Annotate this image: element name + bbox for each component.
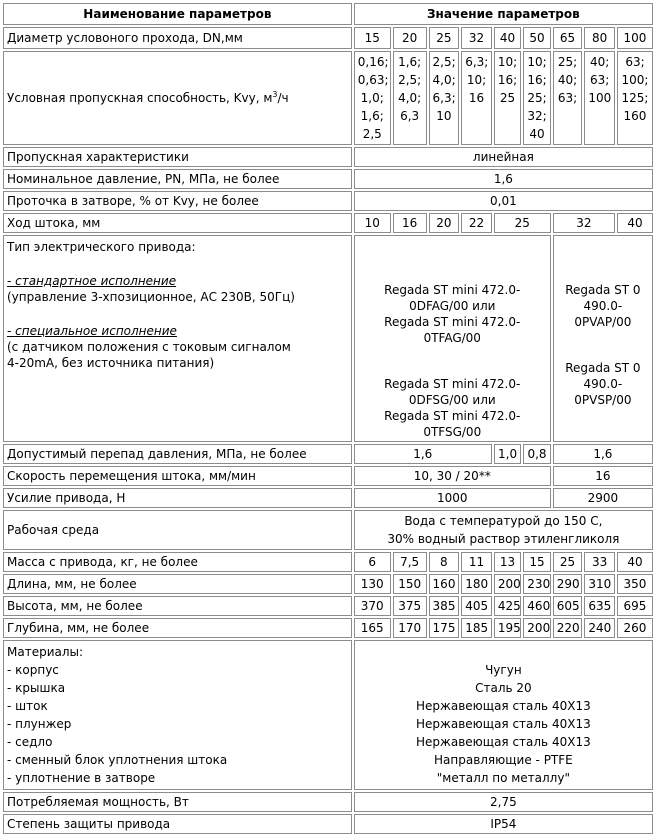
length-value: 350 — [617, 574, 653, 594]
pressure-drop-value: 0,8 — [523, 444, 550, 464]
depth-value: 195 — [494, 618, 521, 638]
stroke-value: 40 — [617, 213, 653, 233]
height-row — [3, 596, 653, 616]
stroke-value: 25 — [494, 213, 551, 233]
header-row — [3, 3, 653, 25]
height-value: 425 — [494, 596, 521, 616]
drive-special-label: - специальное исполнение — [7, 324, 177, 338]
dn-value: 100 — [617, 27, 653, 49]
pressure-drop-value: 1,6 — [553, 444, 653, 464]
stroke-value: 22 — [461, 213, 492, 233]
depth-row — [3, 618, 653, 638]
protection-label: Степень защиты привода — [3, 814, 352, 834]
drive-mini-models: Regada ST mini 472.0-0DFAG/00 или Regada ST mini 472.0-0TFAG/00 Regada ST mini 472.0-0DFSG/00 или Regada ST mini 472.0-0TFSG/00 — [354, 235, 551, 442]
medium-row — [3, 510, 653, 550]
mass-value: 8 — [429, 552, 460, 572]
length-value: 230 — [523, 574, 550, 594]
kvy-row — [3, 51, 653, 145]
mass-value: 11 — [461, 552, 492, 572]
power-value: 2,75 — [354, 792, 653, 812]
force-value: 1000 — [354, 488, 551, 508]
dn-row — [3, 27, 653, 49]
stroke-value: 32 — [553, 213, 615, 233]
dn-value: 65 — [553, 27, 583, 49]
leakage-value: 0,01 — [354, 191, 653, 211]
speed-row — [3, 466, 653, 486]
height-value: 635 — [584, 596, 615, 616]
materials-label: Материалы: - корпус - крышка - шток - плунжер - седло - сменный блок уплотнения штока - уплотнение в затворе — [3, 640, 352, 790]
length-value: 200 — [494, 574, 521, 594]
characteristic-value: линейная — [354, 147, 653, 167]
force-row — [3, 488, 653, 508]
kvy-value: 10; 16; 25; 32; 40 — [523, 51, 550, 145]
height-value: 695 — [617, 596, 653, 616]
height-label: Высота, мм, не более — [3, 596, 352, 616]
dn-value: 32 — [461, 27, 492, 49]
pn-label: Номинальное давление, PN, МПа, не более — [3, 169, 352, 189]
kvy-label-sup: 3 — [272, 90, 278, 99]
mass-value: 15 — [523, 552, 550, 572]
pressure-drop-value: 1,0 — [494, 444, 521, 464]
depth-value: 200 — [523, 618, 550, 638]
length-value: 180 — [461, 574, 492, 594]
speed-value: 10, 30 / 20** — [354, 466, 551, 486]
drive-st0-models: Regada ST 0 490.0-0PVAP/00 Regada ST 0 490.0-0PVSP/00 — [553, 235, 653, 442]
mass-value: 40 — [617, 552, 653, 572]
dn-label: Диаметр условоного прохода, DN,мм — [3, 27, 352, 49]
length-label: Длина, мм, не более — [3, 574, 352, 594]
kvy-value: 10; 16; 25 — [494, 51, 521, 145]
dn-value: 20 — [393, 27, 427, 49]
depth-value: 170 — [393, 618, 427, 638]
kvy-label — [3, 51, 352, 145]
kvy-label-unit: /ч — [277, 91, 289, 105]
length-value: 150 — [393, 574, 427, 594]
mass-row — [3, 552, 653, 572]
pressure-drop-row — [3, 444, 653, 464]
materials-values: Чугун Сталь 20 Нержавеющая сталь 40Х13 Нержавеющая сталь 40Х13 Нержавеющая сталь 40Х13 Направляющие - PTFE "металл по металлу" — [354, 640, 653, 790]
drive-special-desc: 4-20mA, без источника питания) — [7, 356, 215, 370]
height-value: 605 — [553, 596, 583, 616]
length-value: 290 — [553, 574, 583, 594]
mass-value: 13 — [494, 552, 521, 572]
param-header: Наименование параметров — [3, 3, 352, 25]
stroke-label: Ход штока, мм — [3, 213, 352, 233]
characteristic-row — [3, 147, 653, 167]
dn-value: 40 — [494, 27, 521, 49]
speed-label: Скорость перемещения штока, мм/мин — [3, 466, 352, 486]
protection-value: IP54 — [354, 814, 653, 834]
depth-value: 260 — [617, 618, 653, 638]
power-row — [3, 792, 653, 812]
value-header: Значение параметров — [354, 3, 653, 25]
height-value: 375 — [393, 596, 427, 616]
dn-value: 25 — [429, 27, 460, 49]
height-value: 460 — [523, 596, 550, 616]
depth-label: Глубина, мм, не более — [3, 618, 352, 638]
mass-value: 25 — [553, 552, 583, 572]
pressure-drop-label: Допустимый перепад давления, МПа, не более — [3, 444, 352, 464]
kvy-value: 6,3; 10; 16 — [461, 51, 492, 145]
drive-row — [3, 235, 653, 442]
depth-value: 220 — [553, 618, 583, 638]
kvy-value: 1,6; 2,5; 4,0; 6,3 — [393, 51, 427, 145]
height-value: 385 — [429, 596, 460, 616]
length-value: 310 — [584, 574, 615, 594]
drive-standard-label: - стандартное исполнение — [7, 274, 177, 288]
dn-value: 80 — [584, 27, 615, 49]
power-label: Потребляемая мощность, Вт — [3, 792, 352, 812]
leakage-label: Проточка в затворе, % от Kvy, не более — [3, 191, 352, 211]
mass-value: 7,5 — [393, 552, 427, 572]
medium-label: Рабочая среда — [3, 510, 352, 550]
force-value: 2900 — [553, 488, 653, 508]
height-value: 405 — [461, 596, 492, 616]
medium-value: Вода с температурой до 150 С, 30% водный раствор этиленгликоля — [354, 510, 653, 550]
kvy-value: 40; 63; 100 — [584, 51, 615, 145]
depth-value: 175 — [429, 618, 460, 638]
protection-row — [3, 814, 653, 834]
leakage-row — [3, 191, 653, 211]
mass-label: Масса с привода, кг, не более — [3, 552, 352, 572]
kvy-value: 0,16; 0,63; 1,0; 1,6; 2,5 — [354, 51, 391, 145]
drive-special-desc: (с датчиком положения с токовым сигналом — [7, 340, 291, 354]
speed-value: 16 — [553, 466, 653, 486]
length-value: 160 — [429, 574, 460, 594]
stroke-value: 16 — [393, 213, 427, 233]
materials-row — [3, 640, 653, 790]
length-row — [3, 574, 653, 594]
kvy-value: 25; 40; 63; — [553, 51, 583, 145]
depth-value: 185 — [461, 618, 492, 638]
pn-value: 1,6 — [354, 169, 653, 189]
dn-value: 50 — [523, 27, 550, 49]
depth-value: 165 — [354, 618, 391, 638]
kvy-label-main: Условная пропускная способность, Kvy, м — [7, 91, 273, 105]
kvy-value: 2,5; 4,0; 6,3; 10 — [429, 51, 460, 145]
mass-value: 6 — [354, 552, 391, 572]
stroke-row — [3, 213, 653, 233]
characteristic-label: Пропускная характеристики — [3, 147, 352, 167]
pressure-drop-value: 1,6 — [354, 444, 492, 464]
drive-label — [3, 235, 352, 442]
depth-value: 240 — [584, 618, 615, 638]
stroke-value: 20 — [429, 213, 460, 233]
height-value: 370 — [354, 596, 391, 616]
kvy-value: 63; 100; 125; 160 — [617, 51, 653, 145]
spec-table — [1, 1, 655, 836]
length-value: 130 — [354, 574, 391, 594]
mass-value: 33 — [584, 552, 615, 572]
dn-value: 15 — [354, 27, 391, 49]
drive-standard-desc: (управление 3-хпозиционное, АС 230В, 50Гц) — [7, 290, 295, 304]
stroke-value: 10 — [354, 213, 391, 233]
force-label: Усилие привода, Н — [3, 488, 352, 508]
drive-title: Тип электрического привода: — [7, 240, 196, 254]
pn-row — [3, 169, 653, 189]
